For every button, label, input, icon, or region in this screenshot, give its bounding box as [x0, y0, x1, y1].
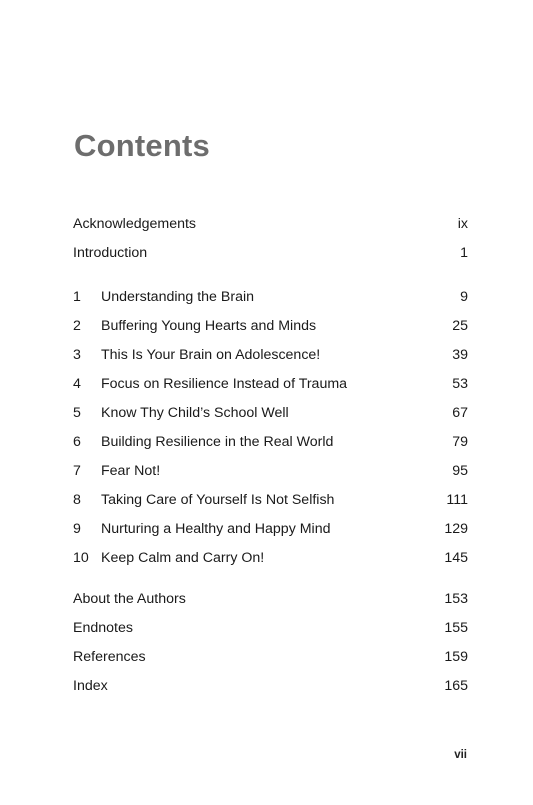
chapter-page: 95: [452, 463, 468, 479]
toc-chapter: [73, 457, 468, 486]
chapter-title: Buffering Young Hearts and Minds: [101, 318, 317, 334]
toc-chapter: [73, 312, 468, 341]
toc-chapter: [73, 486, 468, 515]
toc-entry-label: Introduction: [73, 245, 148, 261]
chapter-title: Focus on Resilience Instead of Trauma: [101, 376, 348, 392]
chapter-number: 8: [73, 492, 81, 508]
toc-entry: [73, 210, 468, 239]
toc-entry: [73, 614, 468, 643]
toc-entry-page: ix: [457, 216, 468, 232]
chapter-page: 9: [460, 289, 468, 305]
toc-entry-label: Acknowledgements: [73, 216, 197, 232]
toc-entry-page: 153: [444, 591, 468, 607]
chapter-page: 129: [444, 521, 468, 537]
chapter-title: This Is Your Brain on Adolescence!: [101, 347, 321, 363]
toc-chapter: [73, 515, 468, 544]
toc-chapter: [73, 341, 468, 370]
toc-entry-page: 155: [444, 620, 468, 636]
toc-entry-label: Index: [73, 678, 108, 694]
chapter-page: 25: [452, 318, 468, 334]
chapter-title: Keep Calm and Carry On!: [101, 550, 265, 566]
toc-chapter: [73, 544, 468, 573]
chapter-number: 2: [73, 318, 81, 334]
page-number: vii: [454, 749, 467, 761]
chapter-page: 67: [452, 405, 468, 421]
front-matter-list: [73, 210, 468, 268]
toc-entry-page: 159: [444, 649, 468, 665]
chapter-number: 7: [73, 463, 81, 479]
chapter-page: 145: [444, 550, 468, 566]
toc-chapter: [73, 370, 468, 399]
toc-entry: [73, 585, 468, 614]
chapter-title: Building Resilience in the Real World: [101, 434, 334, 450]
chapter-page: 111: [446, 492, 468, 508]
chapter-page: 53: [452, 376, 468, 392]
chapter-list: [73, 283, 468, 573]
chapter-title: Understanding the Brain: [101, 289, 255, 305]
chapter-number: 9: [73, 521, 81, 537]
toc-entry: [73, 672, 468, 701]
chapter-number: 1: [73, 289, 81, 305]
toc-chapter: [73, 428, 468, 457]
chapter-title: Fear Not!: [101, 463, 161, 479]
chapter-page: 79: [452, 434, 468, 450]
toc-entry: [73, 239, 468, 268]
toc-chapter: [73, 399, 468, 428]
chapter-title: Taking Care of Yourself Is Not Selfish: [101, 492, 335, 508]
toc-entry: [73, 643, 468, 672]
toc-entry-label: Endnotes: [73, 620, 133, 636]
chapter-number: 6: [73, 434, 81, 450]
toc-chapter: [73, 283, 468, 312]
toc-entry-page: 1: [460, 245, 468, 261]
chapter-title: Nurturing a Healthy and Happy Mind: [101, 521, 331, 537]
toc-entry-label: References: [73, 649, 146, 665]
chapter-title: Know Thy Child’s School Well: [101, 405, 289, 421]
toc-entry-label: About the Authors: [73, 591, 186, 607]
chapter-number: 4: [73, 376, 81, 392]
toc-entry-page: 165: [444, 678, 468, 694]
chapter-number: 10: [73, 550, 89, 566]
back-matter-list: [73, 585, 468, 701]
chapter-number: 3: [73, 347, 81, 363]
chapter-number: 5: [73, 405, 81, 421]
chapter-page: 39: [452, 347, 468, 363]
page-title: Contents: [74, 128, 210, 163]
